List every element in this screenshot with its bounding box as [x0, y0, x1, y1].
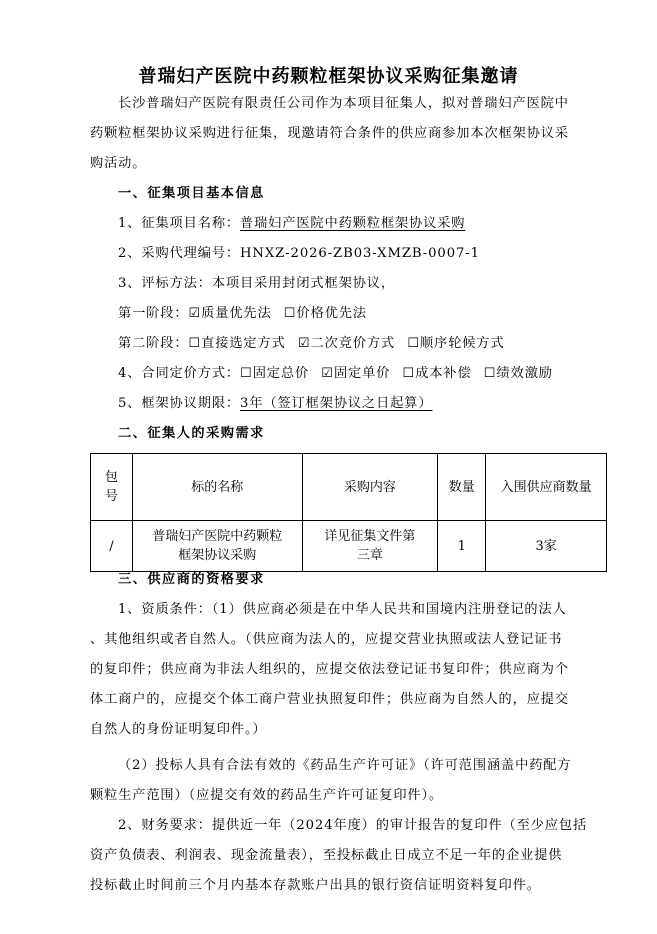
intro-line-2: 药颗粒框架协议采购进行征集，现邀请符合条件的供应商参加本次框架协议采: [90, 126, 569, 141]
table-row: [91, 521, 607, 572]
stage1-line: [118, 304, 369, 324]
qualification-line-5: 自然人的身份证明复印件。）: [90, 722, 267, 737]
financial-line-1: 2、财务要求：提供近一年（2024年度）的审计报告的复印件（至少应包括: [118, 818, 588, 833]
header-quantity: 数量: [438, 454, 486, 521]
fixed-total-price-checkbox[interactable]: ☐固定总价: [240, 366, 310, 381]
qualification-line-3: 的复印件；供应商为非法人组织的，应提交依法登记证书复印件；供应商为个: [90, 662, 569, 677]
fixed-unit-price-checkbox[interactable]: ☑固定单价: [321, 366, 391, 381]
stage2-second-bidding-checkbox[interactable]: ☑二次竞价方式: [297, 336, 396, 351]
stage2-label: 第二阶段：: [118, 336, 189, 351]
project-name-value: 普瑞妇产医院中药颗粒框架协议采购: [240, 216, 466, 231]
table-header-row: [91, 454, 607, 521]
cell-supplier-count: 3家: [486, 521, 607, 572]
financial-line-3: 投标截止时间前三个月内基本存款账户出具的银行资信证明资料复印件。: [90, 878, 541, 893]
stage2-sequential-rotation-checkbox[interactable]: ☐顺序轮候方式: [407, 336, 505, 351]
header-package-no: 包 号: [91, 454, 133, 521]
section2-heading: 二、征集人的采购需求: [118, 426, 265, 441]
license-line-1: （2）投标人具有合法有效的《药品生产许可证》（许可范围涵盖中药配方: [118, 758, 572, 773]
performance-incentive-checkbox[interactable]: ☐绩效激励: [483, 366, 553, 381]
cell-content: 详见征集文件第 三章: [302, 521, 438, 572]
stage2-line: [118, 334, 507, 354]
agreement-period-line: [118, 394, 432, 414]
cost-compensation-checkbox[interactable]: ☐成本补偿: [402, 366, 472, 381]
project-name-line: [118, 214, 465, 234]
stage2-direct-selection-checkbox[interactable]: ☐直接选定方式: [188, 336, 286, 351]
header-item-name: 标的名称: [132, 454, 302, 521]
project-name-label: 1、征集项目名称：: [118, 216, 240, 231]
agency-number: 2、采购代理编号：HNXZ-2026-ZB03-XMZB-0007-1: [118, 246, 480, 261]
header-supplier-count: 入围供应商数量: [486, 454, 607, 521]
financial-line-2: 资产负债表、利润表、现金流量表），至投标截止日成立不足一年的企业提供: [90, 848, 563, 863]
cell-item-name: 普瑞妇产医院中药颗粒 框架协议采购: [132, 521, 302, 572]
cell-package-no: /: [91, 521, 133, 572]
procurement-requirements-table: [90, 453, 607, 572]
stage1-quality-first-checkbox[interactable]: ☑质量优先法: [188, 306, 272, 321]
document-title: 普瑞妇产医院中药颗粒框架协议采购征集邀请: [138, 66, 519, 87]
intro-line-3: 购活动。: [90, 156, 147, 171]
header-content: 采购内容: [302, 454, 438, 521]
qualification-line-2: 、其他组织或者自然人。（供应商为法人的，应提交营业执照或法人登记证书: [90, 632, 563, 647]
evaluation-method: 3、评标方法：本项目采用封闭式框架协议，: [118, 276, 395, 291]
contract-pricing-line: [118, 364, 555, 384]
stage1-price-first-checkbox[interactable]: ☐价格优先法: [283, 306, 367, 321]
license-line-2: 颗粒生产范围）（应提交有效的药品生产许可证复印件）。: [90, 788, 444, 803]
agreement-period-label: 5、框架协议期限：: [118, 396, 240, 411]
section1-heading: 一、征集项目基本信息: [118, 186, 265, 201]
qualification-line-1: 1、资质条件：（1）供应商必须是在中华人民共和国境内注册登记的法人: [118, 602, 567, 617]
contract-pricing-label: 4、合同定价方式：: [118, 366, 240, 381]
intro-line-1: 长沙普瑞妇产医院有限责任公司作为本项目征集人，拟对普瑞妇产医院中: [118, 96, 569, 111]
agreement-period-value: 3年（签订框架协议之日起算）: [240, 396, 433, 411]
qualification-line-4: 体工商户的，应提交个体工商户营业执照复印件；供应商为自然人的，应提交: [90, 692, 569, 707]
stage1-label: 第一阶段：: [118, 306, 189, 321]
section3-heading: 三、供应商的资格要求: [118, 572, 265, 587]
cell-quantity: 1: [438, 521, 486, 572]
